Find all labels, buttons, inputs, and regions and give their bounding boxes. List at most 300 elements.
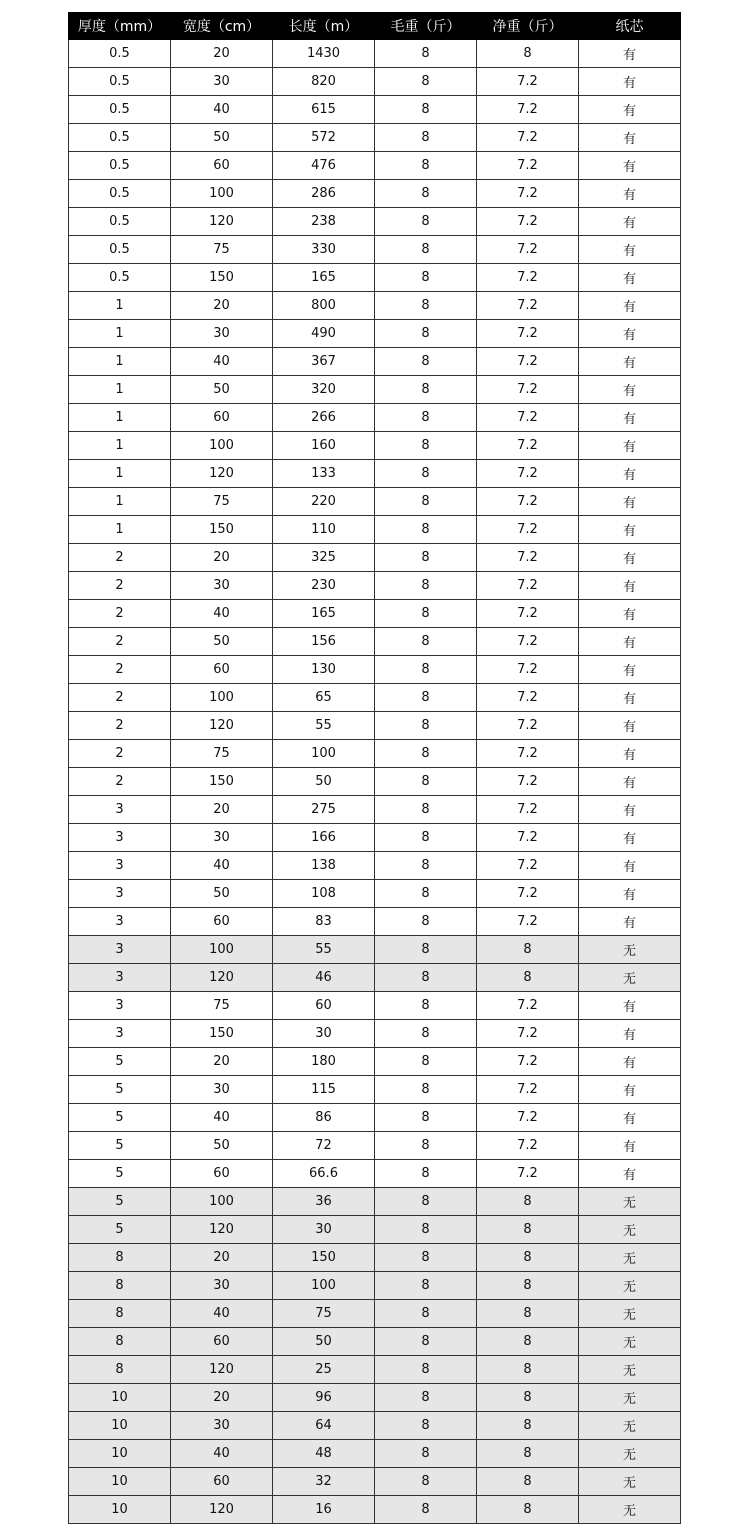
cell-net-weight: 7.2 bbox=[477, 880, 579, 908]
cell-paper-core: 无 bbox=[579, 1328, 681, 1356]
cell-paper-core: 有 bbox=[579, 992, 681, 1020]
cell-paper-core: 有 bbox=[579, 96, 681, 124]
cell-width: 40 bbox=[171, 348, 273, 376]
cell-width: 150 bbox=[171, 768, 273, 796]
cell-gross-weight: 8 bbox=[375, 432, 477, 460]
cell-length: 115 bbox=[273, 1076, 375, 1104]
cell-thickness: 5 bbox=[69, 1160, 171, 1188]
cell-thickness: 5 bbox=[69, 1132, 171, 1160]
cell-net-weight: 7.2 bbox=[477, 124, 579, 152]
cell-width: 60 bbox=[171, 908, 273, 936]
cell-paper-core: 无 bbox=[579, 1356, 681, 1384]
cell-paper-core: 有 bbox=[579, 628, 681, 656]
table-row bbox=[69, 1356, 681, 1384]
cell-thickness: 0.5 bbox=[69, 152, 171, 180]
cell-width: 40 bbox=[171, 852, 273, 880]
cell-length: 330 bbox=[273, 236, 375, 264]
cell-length: 50 bbox=[273, 1328, 375, 1356]
cell-gross-weight: 8 bbox=[375, 152, 477, 180]
cell-gross-weight: 8 bbox=[375, 404, 477, 432]
cell-thickness: 10 bbox=[69, 1496, 171, 1524]
cell-width: 20 bbox=[171, 1384, 273, 1412]
table-row bbox=[69, 880, 681, 908]
cell-gross-weight: 8 bbox=[375, 376, 477, 404]
cell-gross-weight: 8 bbox=[375, 628, 477, 656]
cell-net-weight: 7.2 bbox=[477, 68, 579, 96]
cell-length: 160 bbox=[273, 432, 375, 460]
cell-width: 50 bbox=[171, 628, 273, 656]
cell-net-weight: 8 bbox=[477, 1328, 579, 1356]
cell-net-weight: 8 bbox=[477, 1468, 579, 1496]
table-row bbox=[69, 320, 681, 348]
cell-paper-core: 有 bbox=[579, 208, 681, 236]
cell-width: 120 bbox=[171, 964, 273, 992]
cell-width: 120 bbox=[171, 1216, 273, 1244]
cell-width: 75 bbox=[171, 740, 273, 768]
cell-length: 86 bbox=[273, 1104, 375, 1132]
cell-net-weight: 7.2 bbox=[477, 992, 579, 1020]
cell-width: 30 bbox=[171, 824, 273, 852]
cell-paper-core: 有 bbox=[579, 1076, 681, 1104]
table-row bbox=[69, 852, 681, 880]
cell-length: 325 bbox=[273, 544, 375, 572]
cell-length: 16 bbox=[273, 1496, 375, 1524]
cell-length: 1430 bbox=[273, 40, 375, 68]
cell-paper-core: 有 bbox=[579, 908, 681, 936]
cell-length: 180 bbox=[273, 1048, 375, 1076]
cell-net-weight: 7.2 bbox=[477, 1020, 579, 1048]
cell-gross-weight: 8 bbox=[375, 236, 477, 264]
cell-net-weight: 7.2 bbox=[477, 796, 579, 824]
cell-thickness: 3 bbox=[69, 796, 171, 824]
cell-length: 32 bbox=[273, 1468, 375, 1496]
cell-thickness: 0.5 bbox=[69, 264, 171, 292]
spec-table-container bbox=[68, 12, 681, 1524]
cell-length: 367 bbox=[273, 348, 375, 376]
cell-net-weight: 7.2 bbox=[477, 264, 579, 292]
cell-net-weight: 7.2 bbox=[477, 96, 579, 124]
table-row bbox=[69, 460, 681, 488]
table-row bbox=[69, 964, 681, 992]
cell-paper-core: 无 bbox=[579, 1468, 681, 1496]
cell-gross-weight: 8 bbox=[375, 740, 477, 768]
cell-width: 60 bbox=[171, 404, 273, 432]
cell-gross-weight: 8 bbox=[375, 1132, 477, 1160]
cell-net-weight: 7.2 bbox=[477, 1076, 579, 1104]
cell-length: 83 bbox=[273, 908, 375, 936]
cell-paper-core: 有 bbox=[579, 432, 681, 460]
cell-gross-weight: 8 bbox=[375, 516, 477, 544]
cell-length: 238 bbox=[273, 208, 375, 236]
cell-thickness: 2 bbox=[69, 712, 171, 740]
cell-gross-weight: 8 bbox=[375, 1020, 477, 1048]
cell-thickness: 3 bbox=[69, 992, 171, 1020]
cell-net-weight: 7.2 bbox=[477, 404, 579, 432]
cell-gross-weight: 8 bbox=[375, 600, 477, 628]
cell-length: 108 bbox=[273, 880, 375, 908]
cell-width: 30 bbox=[171, 1412, 273, 1440]
table-row bbox=[69, 1328, 681, 1356]
cell-width: 40 bbox=[171, 1104, 273, 1132]
cell-paper-core: 有 bbox=[579, 264, 681, 292]
cell-paper-core: 有 bbox=[579, 152, 681, 180]
cell-length: 166 bbox=[273, 824, 375, 852]
cell-width: 120 bbox=[171, 208, 273, 236]
cell-net-weight: 7.2 bbox=[477, 488, 579, 516]
table-row bbox=[69, 152, 681, 180]
cell-gross-weight: 8 bbox=[375, 460, 477, 488]
table-row bbox=[69, 796, 681, 824]
cell-paper-core: 有 bbox=[579, 852, 681, 880]
cell-gross-weight: 8 bbox=[375, 180, 477, 208]
cell-thickness: 3 bbox=[69, 1020, 171, 1048]
cell-thickness: 0.5 bbox=[69, 68, 171, 96]
header-thickness: 厚度（mm） bbox=[69, 13, 171, 40]
cell-length: 30 bbox=[273, 1020, 375, 1048]
cell-thickness: 8 bbox=[69, 1244, 171, 1272]
cell-paper-core: 无 bbox=[579, 1412, 681, 1440]
cell-length: 48 bbox=[273, 1440, 375, 1468]
cell-length: 800 bbox=[273, 292, 375, 320]
cell-gross-weight: 8 bbox=[375, 488, 477, 516]
cell-gross-weight: 8 bbox=[375, 1496, 477, 1524]
table-row bbox=[69, 1440, 681, 1468]
cell-length: 110 bbox=[273, 516, 375, 544]
cell-paper-core: 有 bbox=[579, 1048, 681, 1076]
table-row bbox=[69, 348, 681, 376]
cell-paper-core: 无 bbox=[579, 1188, 681, 1216]
cell-net-weight: 7.2 bbox=[477, 348, 579, 376]
cell-width: 50 bbox=[171, 124, 273, 152]
cell-width: 30 bbox=[171, 1272, 273, 1300]
table-row bbox=[69, 1216, 681, 1244]
table-row bbox=[69, 1300, 681, 1328]
table-row bbox=[69, 180, 681, 208]
cell-width: 50 bbox=[171, 376, 273, 404]
cell-width: 60 bbox=[171, 1328, 273, 1356]
cell-net-weight: 7.2 bbox=[477, 824, 579, 852]
cell-gross-weight: 8 bbox=[375, 1188, 477, 1216]
cell-paper-core: 无 bbox=[579, 1216, 681, 1244]
cell-width: 20 bbox=[171, 796, 273, 824]
cell-length: 100 bbox=[273, 1272, 375, 1300]
cell-gross-weight: 8 bbox=[375, 1048, 477, 1076]
cell-gross-weight: 8 bbox=[375, 768, 477, 796]
cell-gross-weight: 8 bbox=[375, 880, 477, 908]
cell-net-weight: 7.2 bbox=[477, 544, 579, 572]
table-row bbox=[69, 824, 681, 852]
table-row bbox=[69, 208, 681, 236]
cell-gross-weight: 8 bbox=[375, 1468, 477, 1496]
table-row bbox=[69, 488, 681, 516]
cell-net-weight: 7.2 bbox=[477, 236, 579, 264]
table-row bbox=[69, 264, 681, 292]
cell-length: 490 bbox=[273, 320, 375, 348]
cell-net-weight: 8 bbox=[477, 936, 579, 964]
cell-paper-core: 有 bbox=[579, 180, 681, 208]
cell-gross-weight: 8 bbox=[375, 1104, 477, 1132]
cell-net-weight: 7.2 bbox=[477, 908, 579, 936]
cell-thickness: 2 bbox=[69, 740, 171, 768]
cell-thickness: 10 bbox=[69, 1468, 171, 1496]
cell-thickness: 5 bbox=[69, 1188, 171, 1216]
cell-gross-weight: 8 bbox=[375, 936, 477, 964]
table-row bbox=[69, 628, 681, 656]
cell-thickness: 5 bbox=[69, 1048, 171, 1076]
cell-net-weight: 7.2 bbox=[477, 628, 579, 656]
cell-net-weight: 7.2 bbox=[477, 740, 579, 768]
cell-net-weight: 7.2 bbox=[477, 572, 579, 600]
cell-paper-core: 有 bbox=[579, 600, 681, 628]
cell-gross-weight: 8 bbox=[375, 1412, 477, 1440]
table-row bbox=[69, 96, 681, 124]
table-row bbox=[69, 656, 681, 684]
cell-width: 150 bbox=[171, 516, 273, 544]
cell-thickness: 3 bbox=[69, 824, 171, 852]
cell-net-weight: 8 bbox=[477, 1216, 579, 1244]
cell-width: 60 bbox=[171, 1160, 273, 1188]
cell-gross-weight: 8 bbox=[375, 964, 477, 992]
cell-net-weight: 8 bbox=[477, 1412, 579, 1440]
cell-paper-core: 有 bbox=[579, 404, 681, 432]
cell-length: 150 bbox=[273, 1244, 375, 1272]
cell-gross-weight: 8 bbox=[375, 1328, 477, 1356]
table-row bbox=[69, 1496, 681, 1524]
cell-length: 266 bbox=[273, 404, 375, 432]
cell-paper-core: 有 bbox=[579, 740, 681, 768]
cell-paper-core: 无 bbox=[579, 1440, 681, 1468]
table-row bbox=[69, 236, 681, 264]
header-net-weight: 净重（斤） bbox=[477, 13, 579, 40]
cell-gross-weight: 8 bbox=[375, 1384, 477, 1412]
cell-paper-core: 有 bbox=[579, 572, 681, 600]
header-width: 宽度（cm） bbox=[171, 13, 273, 40]
cell-net-weight: 7.2 bbox=[477, 712, 579, 740]
cell-net-weight: 7.2 bbox=[477, 432, 579, 460]
cell-width: 60 bbox=[171, 656, 273, 684]
cell-paper-core: 有 bbox=[579, 1104, 681, 1132]
table-row bbox=[69, 292, 681, 320]
cell-paper-core: 有 bbox=[579, 236, 681, 264]
cell-width: 30 bbox=[171, 572, 273, 600]
cell-width: 20 bbox=[171, 40, 273, 68]
cell-net-weight: 7.2 bbox=[477, 768, 579, 796]
cell-thickness: 1 bbox=[69, 292, 171, 320]
cell-width: 100 bbox=[171, 180, 273, 208]
cell-thickness: 8 bbox=[69, 1328, 171, 1356]
table-row bbox=[69, 1048, 681, 1076]
cell-net-weight: 7.2 bbox=[477, 180, 579, 208]
cell-width: 20 bbox=[171, 292, 273, 320]
cell-net-weight: 7.2 bbox=[477, 1048, 579, 1076]
cell-length: 25 bbox=[273, 1356, 375, 1384]
cell-net-weight: 7.2 bbox=[477, 1132, 579, 1160]
table-row bbox=[69, 1188, 681, 1216]
table-row bbox=[69, 124, 681, 152]
cell-paper-core: 有 bbox=[579, 768, 681, 796]
cell-thickness: 0.5 bbox=[69, 124, 171, 152]
cell-length: 165 bbox=[273, 264, 375, 292]
table-row bbox=[69, 516, 681, 544]
cell-paper-core: 有 bbox=[579, 320, 681, 348]
cell-paper-core: 有 bbox=[579, 1160, 681, 1188]
cell-net-weight: 7.2 bbox=[477, 600, 579, 628]
cell-length: 75 bbox=[273, 1300, 375, 1328]
cell-net-weight: 8 bbox=[477, 1356, 579, 1384]
cell-length: 572 bbox=[273, 124, 375, 152]
cell-width: 120 bbox=[171, 460, 273, 488]
cell-width: 30 bbox=[171, 68, 273, 96]
cell-gross-weight: 8 bbox=[375, 852, 477, 880]
cell-thickness: 2 bbox=[69, 656, 171, 684]
cell-gross-weight: 8 bbox=[375, 68, 477, 96]
cell-gross-weight: 8 bbox=[375, 1076, 477, 1104]
cell-paper-core: 有 bbox=[579, 40, 681, 68]
cell-thickness: 1 bbox=[69, 376, 171, 404]
table-row bbox=[69, 40, 681, 68]
cell-width: 120 bbox=[171, 1356, 273, 1384]
table-row bbox=[69, 68, 681, 96]
cell-paper-core: 有 bbox=[579, 880, 681, 908]
cell-paper-core: 无 bbox=[579, 1384, 681, 1412]
cell-paper-core: 有 bbox=[579, 796, 681, 824]
cell-thickness: 3 bbox=[69, 936, 171, 964]
cell-thickness: 1 bbox=[69, 432, 171, 460]
cell-gross-weight: 8 bbox=[375, 40, 477, 68]
cell-paper-core: 无 bbox=[579, 1300, 681, 1328]
table-row bbox=[69, 376, 681, 404]
table-row bbox=[69, 908, 681, 936]
cell-net-weight: 8 bbox=[477, 1244, 579, 1272]
cell-net-weight: 7.2 bbox=[477, 684, 579, 712]
cell-length: 130 bbox=[273, 656, 375, 684]
table-row bbox=[69, 1272, 681, 1300]
cell-gross-weight: 8 bbox=[375, 1440, 477, 1468]
cell-thickness: 8 bbox=[69, 1272, 171, 1300]
cell-length: 65 bbox=[273, 684, 375, 712]
cell-net-weight: 7.2 bbox=[477, 1104, 579, 1132]
cell-net-weight: 8 bbox=[477, 1496, 579, 1524]
cell-width: 40 bbox=[171, 1440, 273, 1468]
cell-thickness: 0.5 bbox=[69, 40, 171, 68]
cell-length: 476 bbox=[273, 152, 375, 180]
cell-thickness: 2 bbox=[69, 628, 171, 656]
cell-thickness: 3 bbox=[69, 852, 171, 880]
cell-length: 36 bbox=[273, 1188, 375, 1216]
cell-thickness: 8 bbox=[69, 1356, 171, 1384]
cell-gross-weight: 8 bbox=[375, 796, 477, 824]
cell-net-weight: 8 bbox=[477, 40, 579, 68]
cell-net-weight: 7.2 bbox=[477, 292, 579, 320]
cell-net-weight: 8 bbox=[477, 1272, 579, 1300]
cell-paper-core: 有 bbox=[579, 712, 681, 740]
cell-width: 30 bbox=[171, 320, 273, 348]
cell-thickness: 2 bbox=[69, 544, 171, 572]
cell-thickness: 0.5 bbox=[69, 96, 171, 124]
cell-gross-weight: 8 bbox=[375, 124, 477, 152]
cell-paper-core: 无 bbox=[579, 936, 681, 964]
cell-net-weight: 7.2 bbox=[477, 320, 579, 348]
cell-gross-weight: 8 bbox=[375, 96, 477, 124]
spec-table bbox=[68, 12, 681, 1524]
header-paper-core: 纸芯 bbox=[579, 13, 681, 40]
cell-length: 46 bbox=[273, 964, 375, 992]
cell-thickness: 10 bbox=[69, 1412, 171, 1440]
cell-thickness: 10 bbox=[69, 1440, 171, 1468]
cell-gross-weight: 8 bbox=[375, 992, 477, 1020]
cell-thickness: 1 bbox=[69, 516, 171, 544]
cell-length: 64 bbox=[273, 1412, 375, 1440]
cell-width: 120 bbox=[171, 1496, 273, 1524]
cell-width: 100 bbox=[171, 432, 273, 460]
cell-paper-core: 无 bbox=[579, 1272, 681, 1300]
cell-paper-core: 有 bbox=[579, 124, 681, 152]
cell-gross-weight: 8 bbox=[375, 292, 477, 320]
cell-paper-core: 有 bbox=[579, 516, 681, 544]
table-row bbox=[69, 936, 681, 964]
cell-gross-weight: 8 bbox=[375, 544, 477, 572]
header-length: 长度（m） bbox=[273, 13, 375, 40]
table-row bbox=[69, 684, 681, 712]
cell-net-weight: 8 bbox=[477, 1440, 579, 1468]
cell-gross-weight: 8 bbox=[375, 572, 477, 600]
cell-gross-weight: 8 bbox=[375, 908, 477, 936]
cell-width: 40 bbox=[171, 96, 273, 124]
cell-net-weight: 7.2 bbox=[477, 208, 579, 236]
cell-width: 100 bbox=[171, 684, 273, 712]
cell-thickness: 3 bbox=[69, 880, 171, 908]
cell-length: 55 bbox=[273, 936, 375, 964]
cell-thickness: 10 bbox=[69, 1384, 171, 1412]
table-row bbox=[69, 740, 681, 768]
cell-length: 220 bbox=[273, 488, 375, 516]
cell-length: 60 bbox=[273, 992, 375, 1020]
cell-width: 40 bbox=[171, 600, 273, 628]
cell-paper-core: 有 bbox=[579, 1020, 681, 1048]
table-row bbox=[69, 1384, 681, 1412]
cell-thickness: 1 bbox=[69, 348, 171, 376]
cell-net-weight: 7.2 bbox=[477, 516, 579, 544]
cell-paper-core: 有 bbox=[579, 460, 681, 488]
cell-thickness: 0.5 bbox=[69, 180, 171, 208]
header-gross-weight: 毛重（斤） bbox=[375, 13, 477, 40]
cell-length: 138 bbox=[273, 852, 375, 880]
cell-thickness: 0.5 bbox=[69, 236, 171, 264]
table-row bbox=[69, 600, 681, 628]
cell-net-weight: 7.2 bbox=[477, 656, 579, 684]
cell-paper-core: 无 bbox=[579, 1244, 681, 1272]
cell-thickness: 1 bbox=[69, 488, 171, 516]
cell-length: 275 bbox=[273, 796, 375, 824]
cell-net-weight: 8 bbox=[477, 1300, 579, 1328]
cell-width: 20 bbox=[171, 544, 273, 572]
table-row bbox=[69, 1132, 681, 1160]
cell-length: 50 bbox=[273, 768, 375, 796]
table-row bbox=[69, 768, 681, 796]
table-row bbox=[69, 1412, 681, 1440]
header-row bbox=[69, 13, 681, 40]
cell-width: 75 bbox=[171, 236, 273, 264]
table-row bbox=[69, 1020, 681, 1048]
cell-paper-core: 有 bbox=[579, 348, 681, 376]
table-row bbox=[69, 1160, 681, 1188]
cell-net-weight: 7.2 bbox=[477, 852, 579, 880]
cell-gross-weight: 8 bbox=[375, 656, 477, 684]
cell-length: 66.6 bbox=[273, 1160, 375, 1188]
cell-width: 20 bbox=[171, 1048, 273, 1076]
cell-thickness: 5 bbox=[69, 1076, 171, 1104]
cell-thickness: 2 bbox=[69, 572, 171, 600]
